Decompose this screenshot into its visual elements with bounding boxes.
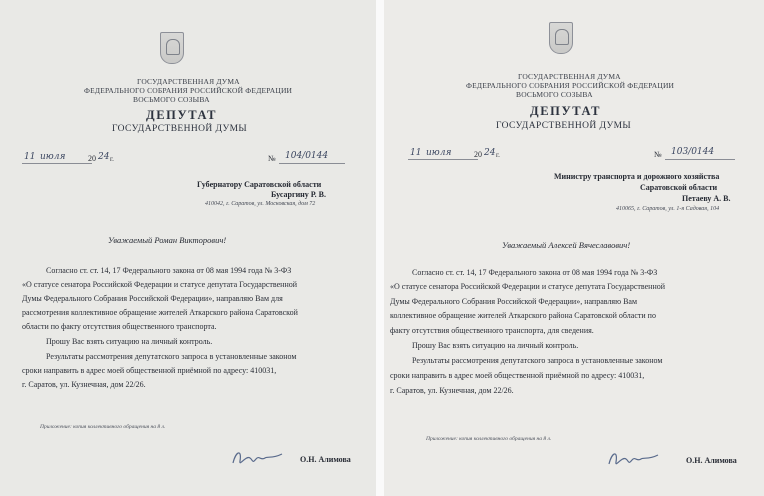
body-line: Прошу Вас взять ситуацию на личный контроль. — [46, 337, 213, 346]
date-day: 11 — [24, 152, 36, 162]
header-line: ВОСЬМОГО СОЗЫВА — [516, 90, 593, 99]
body-line: сроки направить в адрес моей общественной приёмной по адресу: 410031, — [390, 371, 645, 380]
body-line: области по факту отсутствия общественного транспорта. — [22, 322, 217, 331]
signer-name: О.Н. Алимова — [300, 455, 351, 464]
date-underline — [408, 159, 478, 160]
attachment-note: Приложение: копия коллективного обращения на 8 л. — [40, 424, 166, 430]
signer-name: О.Н. Алимова — [686, 456, 737, 465]
header-line: ФЕДЕРАЛЬНОГО СОБРАНИЯ РОССИЙСКОЙ ФЕДЕРАЦИИ — [466, 81, 675, 90]
date-year-suffix: 24 — [98, 152, 110, 162]
body-line: г. Саратов, ул. Кузнечная, дом 22/26. — [390, 386, 514, 395]
letter-governor — [0, 0, 376, 496]
body-line: рассмотрения коллективное обращение жителей Аткарского района Саратовской — [22, 308, 298, 317]
date-year-prefix: 20 — [88, 154, 96, 163]
body-line: факту отсутствия общественного транспорта, для сведения. — [390, 326, 594, 335]
body-line: Думы Федерального Собрания Российской Федерации», направляю Вам для — [22, 294, 283, 303]
body-line: «О статусе сенатора Российской Федерации и статусе депутата Государственной — [22, 280, 298, 289]
date-year-mark: г. — [110, 155, 114, 163]
number-prefix: № — [268, 154, 276, 163]
recipient-line: Бусаргину Р. В. — [271, 190, 327, 199]
number-underline — [279, 163, 345, 164]
body-line: г. Саратов, ул. Кузнечная, дом 22/26. — [22, 380, 146, 389]
date-month: июля — [40, 152, 66, 162]
date-year-mark: г. — [496, 151, 500, 159]
date-month: июля — [426, 148, 452, 158]
attachment-note: Приложение: копия коллективного обращения на 8 л. — [426, 436, 552, 442]
body-line: Согласно ст. ст. 14, 17 Федерального закона от 08 мая 1994 года № 3-ФЗ — [412, 268, 658, 277]
recipient-line: Губернатору Саратовской области — [197, 180, 322, 189]
body-line: Думы Федерального Собрания Российской Федерации», направляю Вам — [390, 297, 638, 306]
date-underline — [22, 163, 92, 164]
date-year-prefix: 20 — [474, 150, 482, 159]
recipient-address: 410065, г. Саратов, ул. 1-я Садовая, 104 — [616, 206, 720, 212]
recipient-address: 410042, г. Саратов, ул. Московская, дом 72 — [205, 201, 316, 207]
recipient-line: Министру транспорта и дорожного хозяйства — [554, 172, 720, 181]
deputy-title: ДЕПУТАТ — [146, 108, 218, 122]
header-line: ФЕДЕРАЛЬНОГО СОБРАНИЯ РОССИЙСКОЙ ФЕДЕРАЦИИ — [84, 86, 293, 95]
handwritten-signature — [606, 446, 662, 470]
body-line: «О статусе сенатора Российской Федерации и статусе депутата Государственной — [390, 282, 666, 291]
handwritten-signature — [230, 445, 286, 469]
outgoing-number: 104/0144 — [285, 151, 329, 161]
deputy-subtitle: ГОСУДАРСТВЕННОЙ ДУМЫ — [112, 124, 248, 134]
coat-of-arms-emblem — [160, 32, 184, 64]
body-line: Прошу Вас взять ситуацию на личный контроль. — [412, 341, 579, 350]
number-underline — [665, 159, 735, 160]
header-line: ГОСУДАРСТВЕННАЯ ДУМА — [518, 72, 621, 81]
header-line: ВОСЬМОГО СОЗЫВА — [133, 95, 210, 104]
recipient-line: Саратовской области — [640, 183, 718, 192]
image-divider — [376, 0, 384, 496]
header-line: ГОСУДАРСТВЕННАЯ ДУМА — [137, 77, 240, 86]
letter-transport-minister — [384, 0, 764, 496]
outgoing-number: 103/0144 — [671, 147, 715, 157]
body-line: Результаты рассмотрения депутатского запроса в установленные законом — [46, 352, 297, 361]
body-line: коллективное обращение жителей Аткарского района Саратовской области по — [390, 311, 656, 320]
body-line: сроки направить в адрес моей общественной приёмной по адресу: 410031, — [22, 366, 277, 375]
coat-of-arms-emblem — [549, 22, 573, 54]
body-line: Результаты рассмотрения депутатского запроса в установленные законом — [412, 356, 663, 365]
greeting: Уважаемый Алексей Вячеславович! — [502, 240, 631, 250]
deputy-title: ДЕПУТАТ — [530, 104, 602, 118]
date-day: 11 — [410, 148, 422, 158]
deputy-subtitle: ГОСУДАРСТВЕННОЙ ДУМЫ — [496, 121, 632, 131]
recipient-line: Петаеву А. В. — [682, 194, 731, 203]
date-year-suffix: 24 — [484, 148, 496, 158]
number-prefix: № — [654, 150, 662, 159]
body-line: Согласно ст. ст. 14, 17 Федерального закона от 08 мая 1994 года № 3-ФЗ — [46, 266, 292, 275]
greeting: Уважаемый Роман Викторович! — [108, 235, 227, 245]
